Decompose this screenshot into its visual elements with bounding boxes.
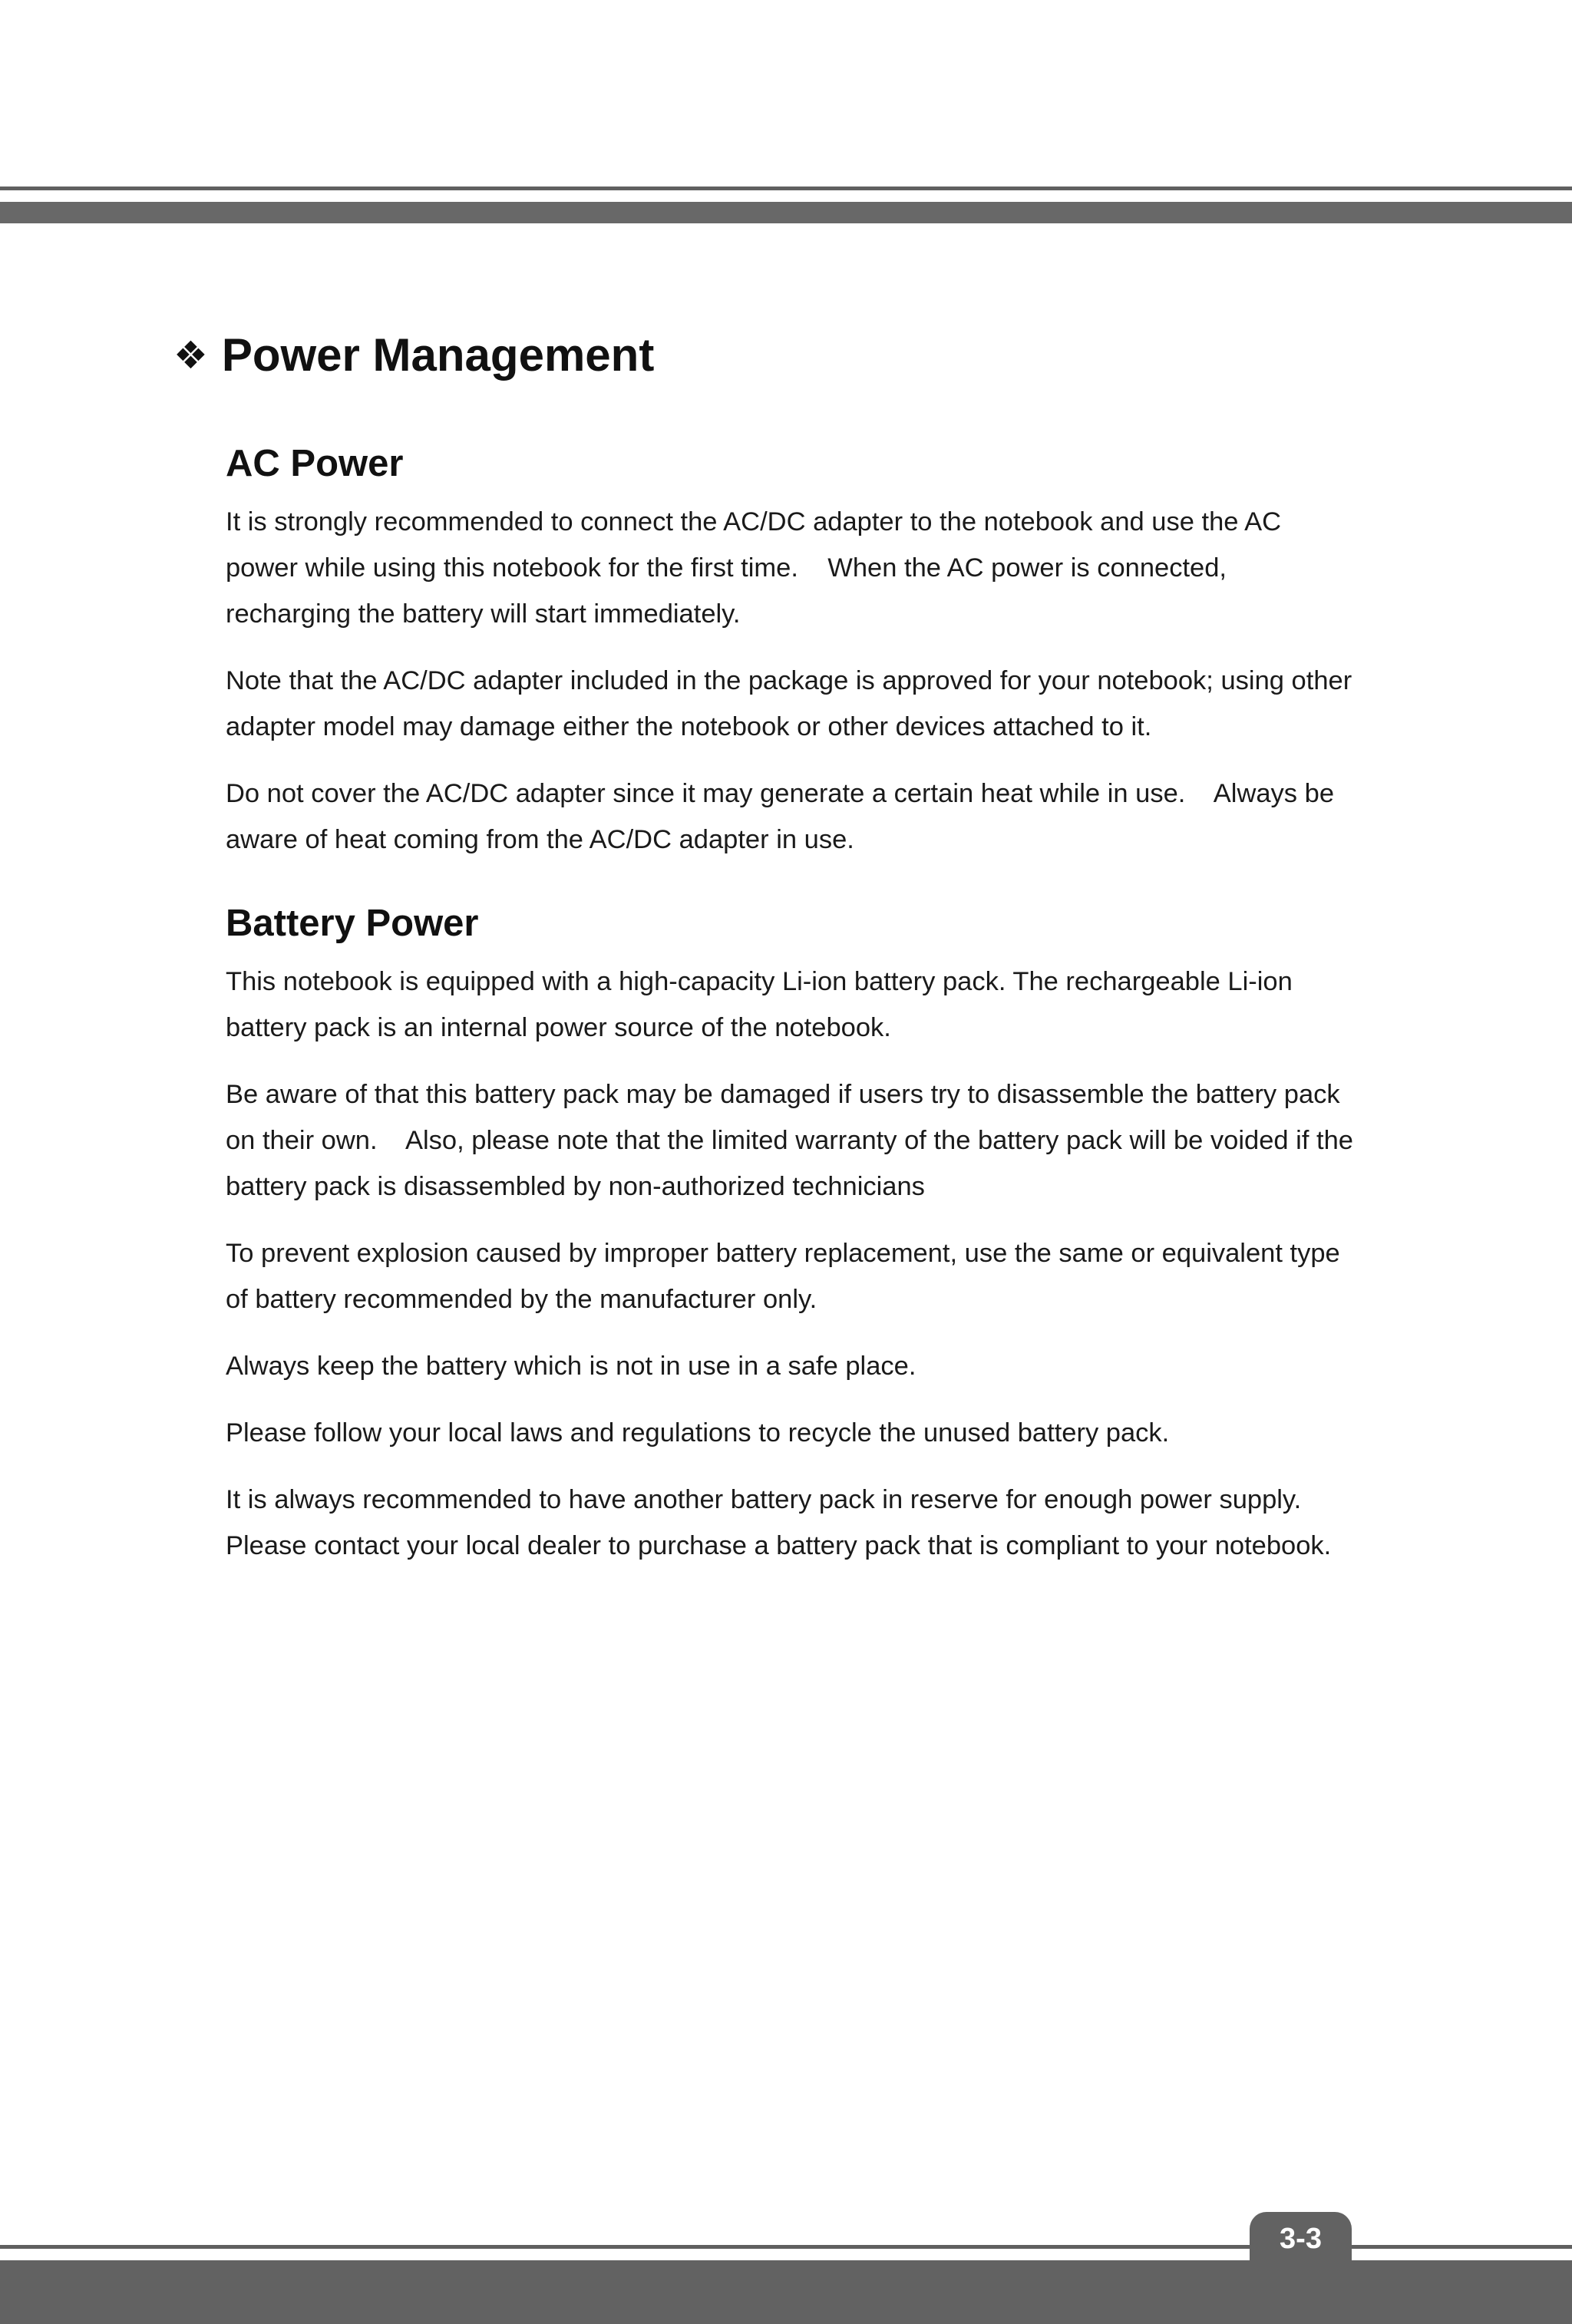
page-number: 3-3 [1280,2222,1322,2255]
paragraph: Always keep the battery which is not in use in a safe place. [226,1351,916,1381]
header-rule-thin [0,187,1572,190]
page-number-tab [1250,2212,1352,2266]
paragraph: To prevent explosion caused by improper battery replacement, use the same or equivalent type of battery recommended by the manufacturer only. [226,1238,1348,1314]
main-content [226,441,1361,1589]
paragraph: Do not cover the AC/DC adapter since it may generate a certain heat while in use. Always be aware of heat coming from the AC/DC adapter in use. [226,778,1342,854]
paragraph: Note that the AC/DC adapter included in the package is approved for your notebook; using other adapter model may damage either the notebook or other devices attached to it. [226,665,1359,741]
paragraph: This notebook is equipped with a high-capacity Li-ion battery pack. The rechargeable Li-ion battery pack is an internal power source of the notebook. [226,966,1300,1042]
paragraph: Please follow your local laws and regulations to recycle the unused battery pack. [226,1418,1170,1448]
page-heading [173,328,654,381]
section-title: Battery Power [226,902,479,944]
page-title: Power Management [221,329,655,381]
section-ac-power [226,441,1359,863]
section-title: AC Power [226,443,404,484]
paragraph: Be aware of that this battery pack may be damaged if users try to disassemble the battery pack on their own. Also, please note that the limited warranty of the battery pack will be voided if the battery pack is disassembled by non-authorized technicians [226,1079,1361,1201]
diamond-bullet-icon: ❖ [173,332,208,378]
footer-band [0,2260,1572,2324]
section-battery-power [226,901,1361,1569]
header-rule-band [0,202,1572,223]
paragraph: It is always recommended to have another battery pack in reserve for enough power supply. Please contact your local dealer to purchase a battery pack that is compliant to your notebook. [226,1484,1332,1560]
paragraph: It is strongly recommended to connect the AC/DC adapter to the notebook and use the AC power while using this notebook for the first time. When the AC power is connected, recharging the battery will start immediately. [226,507,1289,629]
